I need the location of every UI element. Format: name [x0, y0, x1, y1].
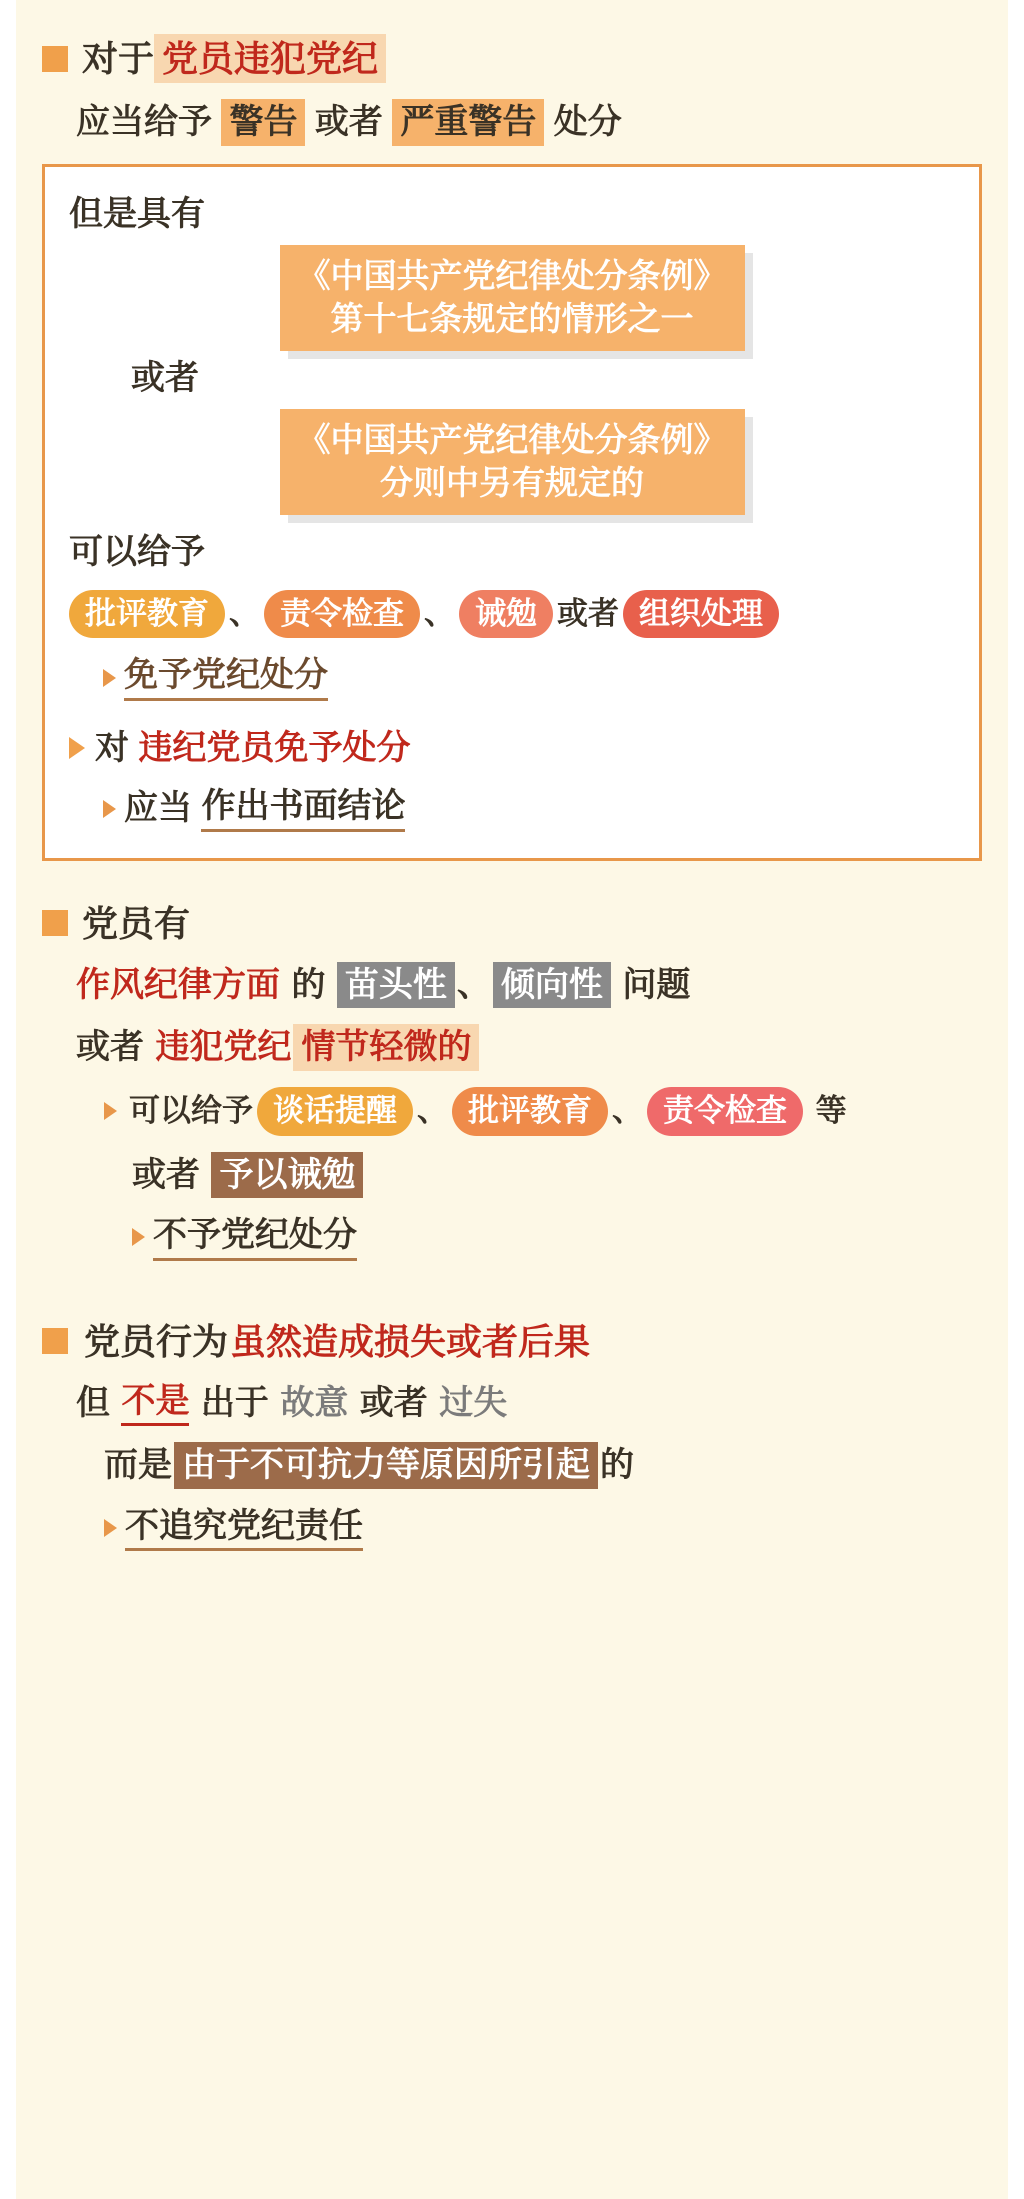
section2-result: 不予党纪处分: [153, 1214, 357, 1261]
box-line2-text: 可以给予: [69, 533, 205, 572]
tag-tendency: 倾向性: [493, 962, 611, 1009]
section3-heading-highlight: 虽然造成损失或者后果: [230, 1320, 591, 1362]
content-area: [16, 0, 1008, 2199]
section2-heading-text: 党员有: [82, 902, 191, 944]
section2-heading: [42, 901, 982, 946]
section3-line3-a: 而是: [104, 1446, 172, 1485]
section3-line2-c: 出于: [191, 1383, 279, 1422]
section2-line3-prefix: 可以给予: [129, 1092, 253, 1128]
tag-nascent: 苗头性: [337, 962, 455, 1009]
section2-line4: [132, 1152, 982, 1199]
section3-result-row: [104, 1505, 982, 1552]
bullet-square-icon: [42, 46, 68, 72]
section2-sep-2: 、: [612, 1092, 643, 1128]
section3-line3-b: 的: [600, 1446, 634, 1485]
section1-line2-c: 处分: [544, 103, 622, 141]
bullet-square-icon-3: [42, 1328, 68, 1354]
section1-tag-serious-warning: 严重警告: [392, 99, 544, 146]
tag-connector: 或者: [557, 595, 619, 631]
box-connector: [131, 357, 955, 400]
section2-line3-suffix: 等: [807, 1092, 847, 1128]
section2-line2-b: 违犯党纪: [155, 1028, 292, 1067]
section3-result: 不追究党纪责任: [125, 1505, 363, 1552]
triangle-bullet-large-icon: [69, 737, 85, 759]
quote-block-1-row: [69, 245, 955, 351]
section2-line2: [76, 1024, 982, 1071]
tag-sep-2: 、: [424, 595, 455, 631]
tag-criticism-education: 批评教育: [69, 590, 225, 639]
triangle-bullet-icon-4: [132, 1228, 145, 1246]
tag-talk-reminder: 谈话提醒: [257, 1087, 413, 1136]
tag-criticism-education-2: 批评教育: [452, 1087, 608, 1136]
section3-line2-e: 或者: [350, 1383, 438, 1422]
section2-line1-c: 问题: [612, 965, 691, 1004]
box-connector-text: 或者: [131, 358, 199, 397]
section1-line2-b: 或者: [305, 103, 393, 141]
section1-heading-highlight: 党员违犯党纪: [154, 34, 386, 83]
tag-minor-circumstances: 情节轻微的: [293, 1024, 479, 1071]
section3: [42, 1319, 982, 1552]
box-line2: [69, 531, 955, 574]
left-margin: [0, 0, 16, 2199]
box-tag-row: [69, 590, 955, 639]
box-line1-text: 但是具有: [69, 194, 205, 233]
section1-heading-prefix: 对于: [82, 38, 155, 79]
triangle-bullet-icon-3: [104, 1102, 117, 1120]
section3-heading: [42, 1319, 982, 1364]
section1-line2-a: 应当给予: [76, 103, 222, 141]
tag-order-inspection: 责令检查: [264, 590, 420, 639]
triangle-bullet-icon: [103, 669, 116, 687]
quote1-line2: 第十七条规定的情形之一: [330, 299, 694, 337]
tag-give-admonishment: 予以诫勉: [211, 1152, 363, 1199]
section1-line2: [76, 99, 982, 146]
section3-line2-d: 故意: [280, 1383, 349, 1422]
section2-line1-b: 的: [282, 965, 335, 1004]
box-sub1-highlight: 违纪党员免予处分: [138, 728, 411, 767]
box-result1: 免予党纪处分: [124, 654, 328, 701]
quote-block-2-row: [69, 409, 955, 515]
section2-line4-prefix: 或者: [132, 1155, 210, 1194]
section3-line2-f: 过失: [439, 1383, 508, 1422]
box-line1: [69, 193, 955, 236]
triangle-bullet-icon-5: [104, 1519, 117, 1537]
triangle-bullet-icon-2: [103, 800, 116, 818]
section2-line1: [76, 962, 982, 1009]
quote-block-2: [280, 409, 745, 515]
box-sub1-row: [69, 727, 955, 770]
section1-heading: [42, 34, 982, 83]
bullet-square-icon-2: [42, 910, 68, 936]
quote2-line1: 《中国共产党纪律处分条例》: [297, 421, 727, 459]
section3-line3: [104, 1442, 982, 1489]
section2-result-row: [132, 1214, 982, 1261]
exception-box: [42, 164, 982, 861]
tag-force-majeure: 由于不可抗力等原因所引起: [174, 1442, 598, 1489]
quote2-line2: 分则中另有规定的: [380, 464, 644, 502]
section2: [42, 901, 982, 1261]
box-result1-row: [103, 654, 955, 701]
box-sub1-detail-row: [103, 785, 955, 832]
right-margin: [1008, 0, 1024, 2199]
section3-line2-a: 但: [76, 1383, 120, 1422]
tag-organizational-handling: 组织处理: [623, 590, 779, 639]
section2-line3: [104, 1087, 982, 1136]
tag-admonishment: 诫勉: [459, 590, 553, 639]
tag-sep-1: 、: [229, 595, 260, 631]
section3-heading-prefix: 党员行为: [84, 1320, 229, 1362]
section3-line2: [76, 1380, 982, 1427]
quote-block-1: [280, 245, 745, 351]
section2-line2-a: 或者: [76, 1028, 154, 1067]
box-sub1-line-b: 作出书面结论: [201, 785, 405, 832]
box-sub1-prefix: 对: [95, 728, 139, 767]
section1-tag-warning: 警告: [221, 99, 305, 146]
quote1-line1: 《中国共产党纪律处分条例》: [297, 257, 727, 294]
section3-line2-b: 不是: [121, 1380, 189, 1427]
section2-sep-1: 、: [417, 1092, 448, 1128]
section2-line1-sep: 、: [456, 965, 491, 1004]
box-sub1-line-a: 应当: [124, 789, 202, 828]
section2-line1-a: 作风纪律方面: [76, 965, 280, 1004]
tag-order-inspection-2: 责令检查: [647, 1087, 803, 1136]
